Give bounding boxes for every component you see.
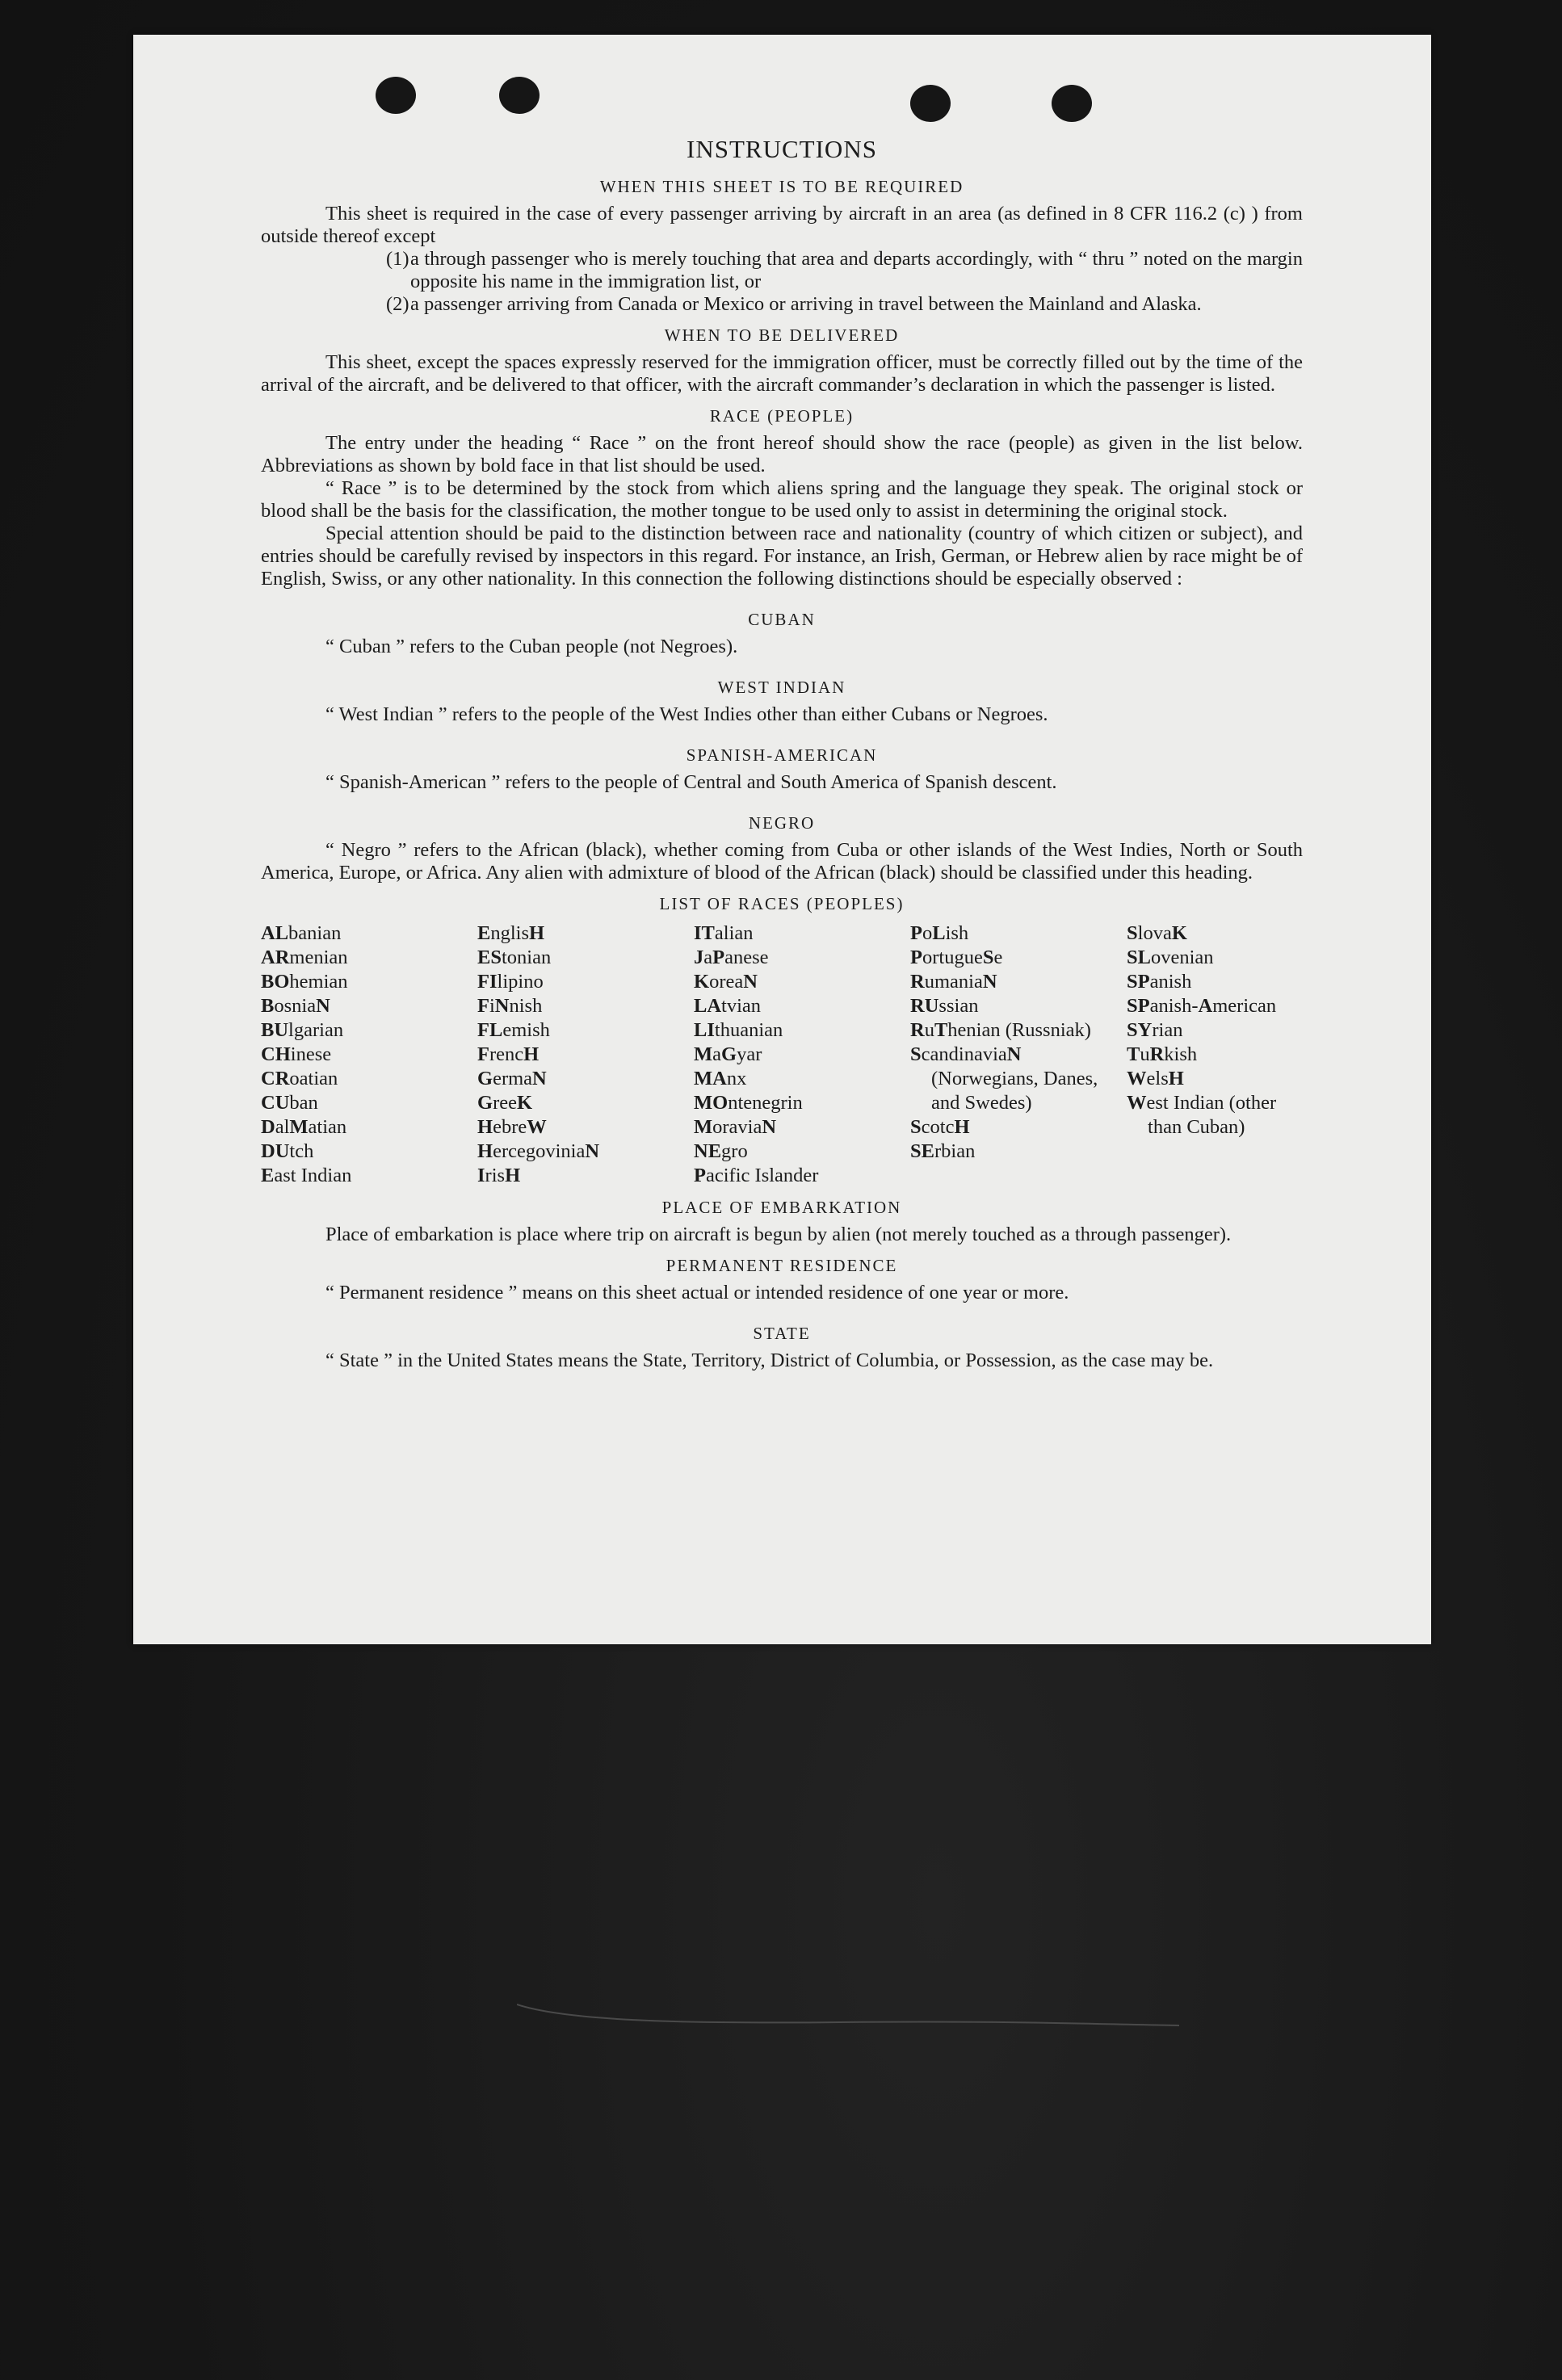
race-column	[910, 921, 1127, 1188]
list-item: (1) a through passenger who is merely touching that area and departs accordingly, with “ thru ” noted on the margin opposite his name in the immigration list, or	[386, 248, 1303, 292]
section-heading: RACE (PEOPLE)	[709, 406, 854, 426]
paragraph: “ Race ” is to be determined by the stock from which aliens spring and the language they speak. The original stock or blood shall be the basis for the classification, the mother tongue to be used only to assist in determining the original stock.	[261, 477, 1303, 522]
race-item: HebreW	[477, 1116, 547, 1138]
race-item: FLemish	[477, 1019, 550, 1041]
race-item: MaGyar	[694, 1043, 762, 1065]
race-item: PoLish	[910, 922, 969, 944]
race-item: SYrian	[1127, 1019, 1183, 1041]
race-item: CUban	[261, 1092, 318, 1114]
race-item: KoreaN	[694, 971, 758, 993]
race-item: GreeK	[477, 1092, 533, 1114]
race-item: SlovaK	[1127, 922, 1187, 944]
section-heading: SPANISH-AMERICAN	[686, 745, 878, 765]
race-item: MOntenegrin	[694, 1092, 803, 1114]
race-item: GermaN	[477, 1068, 547, 1089]
section-heading: WHEN THIS SHEET IS TO BE REQUIRED	[599, 177, 964, 196]
paragraph: The entry under the heading “ Race ” on the front hereof should show the race (people) as given in the list below. Abbreviations as shown by bold face in that list should be used.	[261, 432, 1303, 476]
race-item: NEgro	[694, 1140, 748, 1162]
race-item: FrencH	[477, 1043, 540, 1065]
section-heading: PERMANENT RESIDENCE	[666, 1256, 898, 1275]
punch-hole	[910, 85, 951, 122]
paragraph: “ Spanish-American ” refers to the people of Central and South America of Spanish descent.	[325, 771, 1057, 793]
race-item: SPanish-American	[1127, 995, 1277, 1017]
instructions-text	[261, 135, 1303, 1372]
race-item: CHinese	[261, 1043, 332, 1065]
race-item: Pacific Islander	[694, 1165, 819, 1186]
race-item: ITalian	[694, 922, 754, 944]
race-item: FIlipino	[477, 971, 544, 993]
race-item: East Indian	[261, 1165, 352, 1186]
race-item: SErbian	[910, 1140, 976, 1162]
race-column	[694, 921, 910, 1188]
race-item: WelsH	[1127, 1068, 1184, 1089]
race-item: BosniaN	[261, 995, 330, 1017]
race-item: LAtvian	[694, 995, 762, 1017]
race-item: ScandinaviaN (Norwegians, Danes, and Swedes)	[910, 1043, 1098, 1114]
paragraph: This sheet, except the spaces expressly reserved for the immigration officer, must be correctly filled out by the time of the arrival of the aircraft, and be delivered to that officer, with the aircraft commander’s declaration in which the passenger is listed.	[261, 351, 1303, 396]
paragraph: Special attention should be paid to the distinction between race and nationality (country of which citizen or subject), and entries should be carefully revised by inspectors in this regard. For instance, an Irish, German, or Hebrew alien by race might be of English, Swiss, or any other nationality. In this connection the following distinctions should be especially observed :	[261, 523, 1303, 590]
paragraph: “ West Indian ” refers to the people of the West Indies other than either Cubans or Negroes.	[325, 703, 1048, 725]
race-item: IrisH	[477, 1165, 521, 1186]
race-item: ARmenian	[261, 947, 348, 968]
race-list	[261, 921, 1303, 1188]
section-heading: NEGRO	[748, 813, 816, 833]
race-column	[261, 921, 477, 1188]
paragraph: Place of embarkation is place where trip on aircraft is begun by alien (not merely touched as a through passenger).	[325, 1224, 1232, 1245]
punch-hole	[499, 77, 540, 114]
race-item: JaPanese	[694, 947, 769, 968]
scanner-scratch-mark	[517, 2003, 1179, 2027]
paragraph: “ Negro ” refers to the African (black), whether coming from Cuba or other islands of the West Indies, North or South America, Europe, or Africa. Any alien with admixture of blood of the African (black) should be classified under this heading.	[261, 839, 1303, 884]
section-heading: WHEN TO BE DELIVERED	[664, 325, 900, 345]
race-item: EnglisH	[477, 922, 545, 944]
race-item: PortugueSe	[910, 947, 1003, 968]
race-item: DalMatian	[261, 1116, 347, 1138]
race-item: ScotcH	[910, 1116, 970, 1138]
race-item: LIthuanian	[694, 1019, 783, 1041]
race-column	[477, 921, 694, 1188]
section-heading: STATE	[753, 1324, 811, 1343]
race-item: West Indian (other than Cuban)	[1127, 1092, 1277, 1138]
document-page	[133, 35, 1431, 1644]
section-heading: CUBAN	[748, 610, 816, 629]
race-item: ALbanian	[261, 922, 342, 944]
punch-hole	[376, 77, 416, 114]
list-item: (2) a passenger arriving from Canada or Mexico or arriving in travel between the Mainland and Alaska.	[386, 293, 1202, 315]
race-item: BOhemian	[261, 971, 348, 993]
race-item: BUlgarian	[261, 1019, 344, 1041]
race-item: SPanish	[1127, 971, 1192, 993]
race-item: SLovenian	[1127, 947, 1214, 968]
race-item: HercegoviniaN	[477, 1140, 600, 1162]
race-item: EStonian	[477, 947, 552, 968]
race-item: RuThenian (Russniak)	[910, 1019, 1091, 1041]
race-item: MAnx	[694, 1068, 747, 1089]
section-heading: WEST INDIAN	[717, 678, 846, 697]
section-heading: PLACE OF EMBARKATION	[661, 1198, 902, 1217]
section-heading: LIST OF RACES (PEOPLES)	[659, 894, 905, 913]
race-item: CRoatian	[261, 1068, 338, 1089]
race-column	[1127, 921, 1303, 1188]
page-title: INSTRUCTIONS	[687, 135, 877, 163]
paragraph: “ Cuban ” refers to the Cuban people (not Negroes).	[325, 636, 738, 657]
paragraph: This sheet is required in the case of every passenger arriving by aircraft in an area (as defined in 8 CFR 116.2 (c) ) from outside thereof except	[261, 203, 1303, 247]
paragraph: “ State ” in the United States means the State, Territory, District of Columbia, or Possession, as the case may be.	[325, 1350, 1214, 1371]
race-item: MoraviaN	[694, 1116, 777, 1138]
paragraph: “ Permanent residence ” means on this sheet actual or intended residence of one year or more.	[325, 1282, 1069, 1303]
race-item: FiNnish	[477, 995, 543, 1017]
race-item: TuRkish	[1127, 1043, 1198, 1065]
race-item: RumaniaN	[910, 971, 997, 993]
race-item: DUtch	[261, 1140, 314, 1162]
punch-hole	[1052, 85, 1092, 122]
race-item: RUssian	[910, 995, 979, 1017]
